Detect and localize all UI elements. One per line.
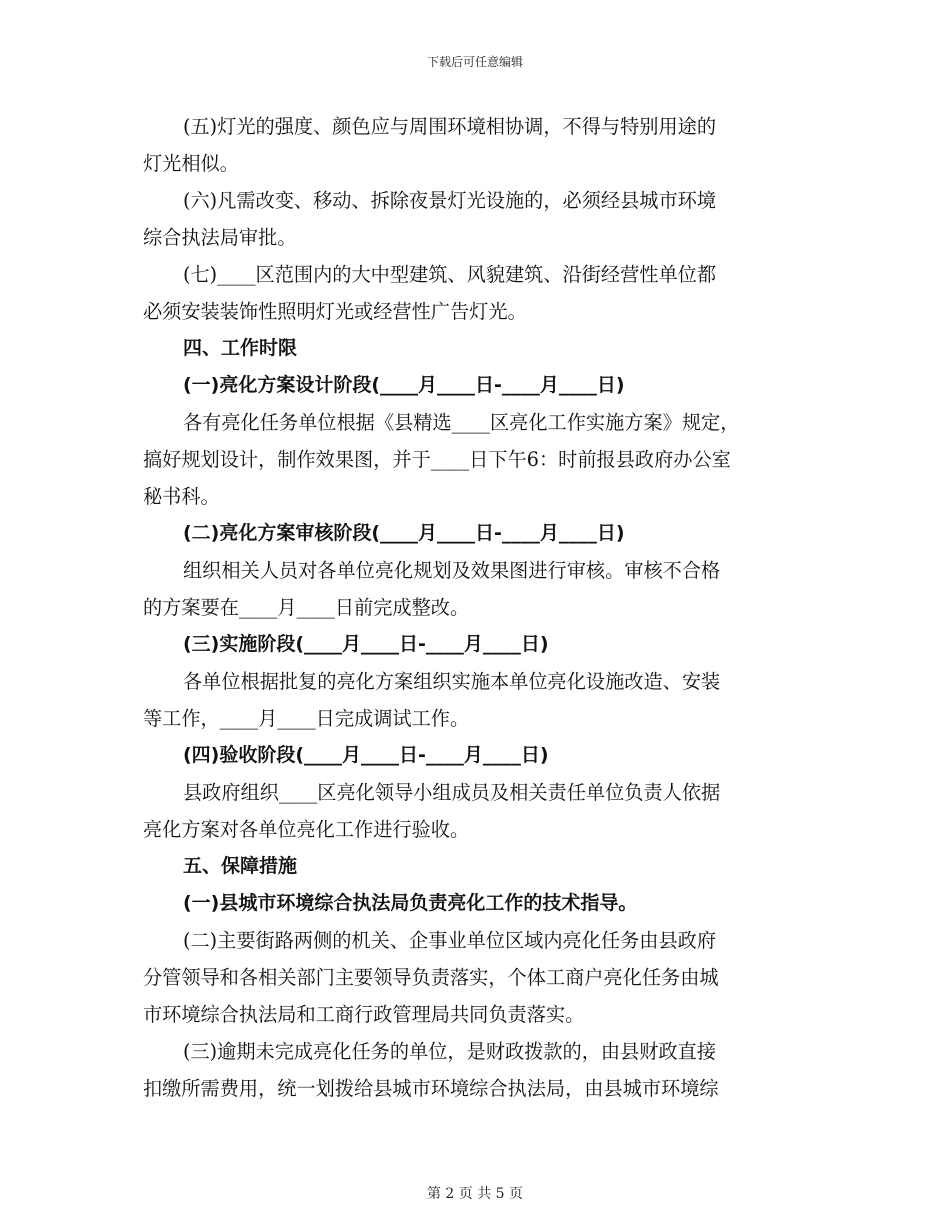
page-header: 下载后可任意编辑 [426,55,523,69]
paragraph-line: 县政府组织____区亮化领导小组成员及相关责任单位负责人依据 [183,781,721,804]
paragraph-line: (七)____区范围内的大中型建筑、风貌建筑、沿街经营性单位都 [183,263,717,286]
paragraph-line: 搞好规划设计，制作效果图，并于____日下午6：时前报县政府办公室 [143,448,731,471]
paragraph-line: 等工作，____月____日完成调试工作。 [143,707,470,730]
paragraph-line: (六)凡需改变、移动、拆除夜景灯光设施的，必须经县城市环境 [183,189,717,212]
paragraph-line: (三)逾期未完成亮化任务的单位，是财政拨款的，由县财政直接 [183,1040,717,1063]
paragraph-line: 秘书科。 [143,485,220,508]
section-heading-line: (三)实施阶段(____月____日-____月____日) [183,633,549,655]
paragraph-line: 市环境综合执法局和工商行政管理局共同负责落实。 [143,1003,585,1026]
paragraph-line: 必须安装装饰性照明灯光或经营性广告灯光。 [143,300,527,323]
section-heading-line: 四、工作时限 [183,337,298,359]
paragraph-line: 扣缴所需费用，统一划拨给县城市环境综合执法局，由县城市环境综 [143,1077,719,1100]
paragraph-line: 亮化方案对各单位亮化工作进行验收。 [143,818,470,841]
paragraph-line: 各有亮化任务单位根据《县精选____区亮化工作实施方案》规定， [183,411,740,434]
paragraph-line: 分管领导和各相关部门主要领导负责落实，个体工商户亮化任务由城 [143,966,719,989]
section-heading-line: (四)验收阶段(____月____日-____月____日) [183,744,549,766]
paragraph-line: (二)主要街路两侧的机关、企事业单位区域内亮化任务由县政府 [183,929,717,952]
section-heading-line: (一)亮化方案设计阶段(____月____日-____月____日) [183,374,625,396]
paragraph-line: 各单位根据批复的亮化方案组织实施本单位亮化设施改造、安装 [183,670,721,693]
section-heading-line: (一)县城市环境综合执法局负责亮化工作的技术指导。 [183,892,638,914]
document-body [143,108,808,1107]
paragraph-line: 组织相关人员对各单位亮化规划及效果图进行审核。审核不合格 [183,559,721,582]
page-footer: 第 2 页 共 5 页 [426,1186,524,1202]
paragraph-line: 综合执法局审批。 [143,226,297,249]
paragraph-line: 的方案要在____月____日前完成整改。 [143,596,470,619]
section-heading-line: (二)亮化方案审核阶段(____月____日-____月____日) [183,522,625,544]
section-heading-line: 五、保障措施 [183,855,298,877]
paragraph-line: (五)灯光的强度、颜色应与周围环境相协调，不得与特别用途的 [183,115,717,138]
paragraph-line: 灯光相似。 [143,152,239,175]
